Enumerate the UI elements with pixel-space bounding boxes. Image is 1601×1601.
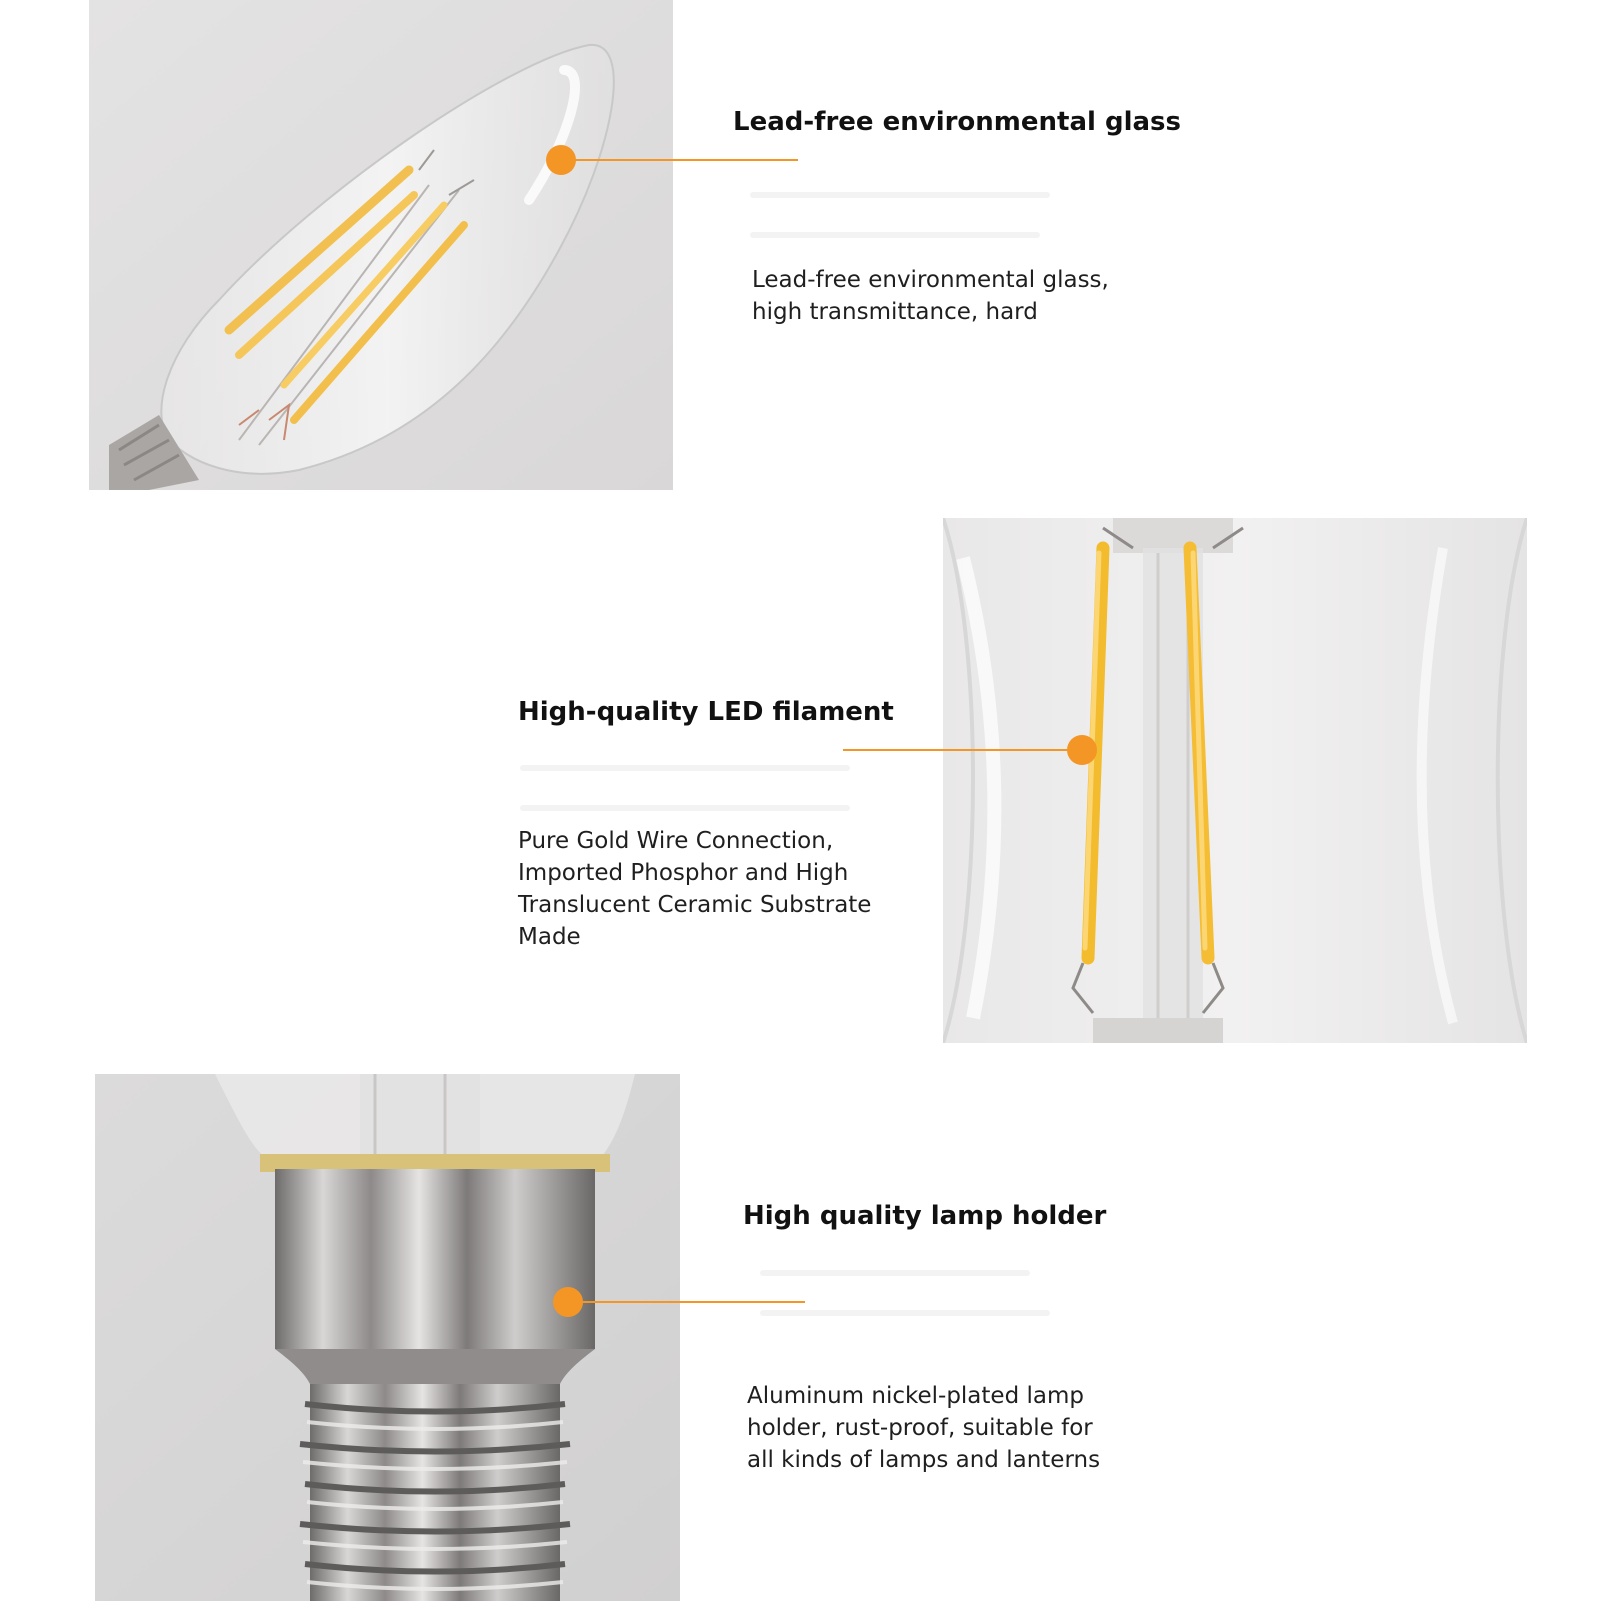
filament-callout-line [843, 749, 1077, 751]
decorative-divider [750, 232, 1040, 238]
decorative-divider [750, 192, 1050, 198]
filament-feature-description: Pure Gold Wire Connection, Imported Phosphor and High Translucent Ceramic Substrate Made [518, 828, 872, 950]
decorative-divider [520, 805, 850, 811]
lamp-holder-feature-description: Aluminum nickel-plated lamp holder, rust-proof, suitable for all kinds of lamps and lanterns [747, 1383, 1101, 1473]
decorative-divider [760, 1310, 1050, 1316]
glass-bulb-photo [89, 0, 673, 490]
glass-callout-line [561, 159, 798, 161]
filament-feature-title: High-quality LED filament [518, 697, 894, 727]
filament-bulb-photo [943, 518, 1527, 1043]
lamp-holder-photo [95, 1074, 680, 1601]
glass-feature-title: Lead-free environmental glass [733, 107, 1181, 137]
glass-feature-description: Lead-free environmental glass, high transmittance, hard [752, 267, 1109, 325]
decorative-divider [520, 765, 850, 771]
lamp-holder-callout-line [568, 1301, 805, 1303]
decorative-divider [760, 1270, 1030, 1276]
lamp-holder-feature-title: High quality lamp holder [743, 1201, 1107, 1231]
